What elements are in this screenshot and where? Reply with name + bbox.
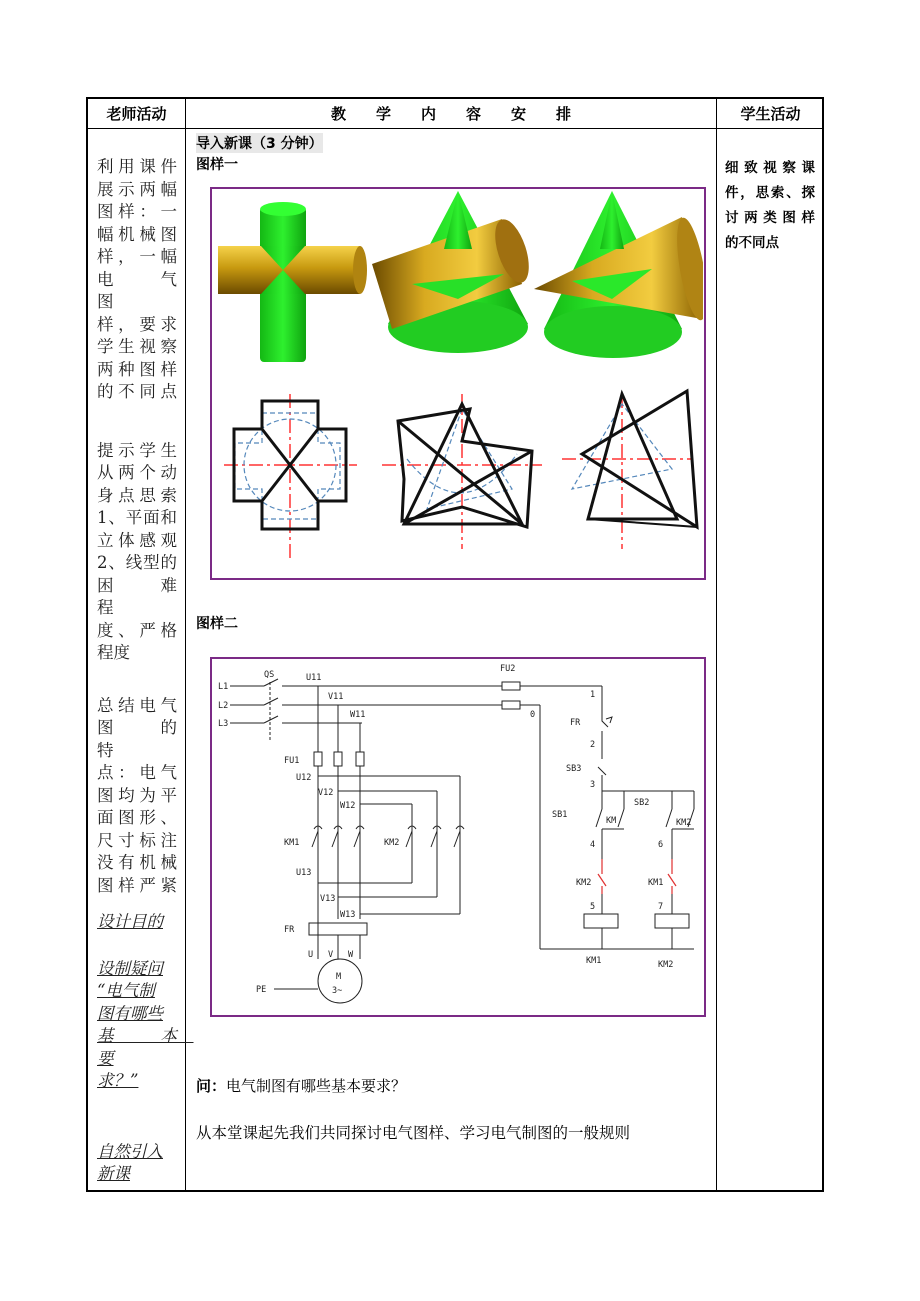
label-W11: W11	[350, 710, 366, 720]
label-node-1: 1	[590, 690, 596, 700]
figure1-title: 图样一	[196, 157, 238, 173]
header-divider	[88, 128, 822, 129]
label-V11: V11	[328, 692, 344, 702]
intro-line: 自然引入	[97, 1141, 163, 1161]
teacher-line: 面图形、	[97, 808, 177, 827]
teacher-line: 没有机械	[97, 853, 177, 872]
teacher-line: 图 的 特	[97, 718, 194, 760]
teacher-line: 程度	[97, 643, 130, 662]
closing-text: 从本堂课起先我们共同探讨电气图样、学习电气制图的一般规则	[196, 1124, 631, 1142]
teacher-line: 立体感观	[97, 530, 177, 550]
teacher-line: 尺寸标注	[97, 830, 177, 850]
cross-projection	[224, 394, 357, 559]
label-KM-contact: KM	[606, 816, 617, 826]
label-node-0: 0	[530, 710, 536, 720]
label-U: U	[308, 950, 314, 960]
label-SB2: SB2	[634, 798, 650, 808]
header-teacher: 老师活动	[106, 105, 167, 123]
main-circuit-wires	[230, 679, 694, 1003]
figure2-frame	[210, 657, 706, 1017]
label-KM2-contact: KM2	[676, 818, 692, 828]
label-KM1: KM1	[284, 838, 300, 848]
label-node-6: 6	[658, 840, 664, 850]
figure1-frame	[210, 187, 706, 580]
label-V12: V12	[318, 788, 334, 798]
label-V13: V13	[320, 894, 336, 904]
question-label: 问：	[196, 1077, 227, 1095]
label-L2: L2	[218, 701, 229, 711]
label-node-4: 4	[590, 840, 596, 850]
question-setup-line: “电气制	[97, 981, 155, 1000]
header-student: 学生活动	[740, 105, 801, 123]
teacher-line: 图样严紧	[97, 875, 177, 895]
label-interlock-KM2: KM2	[576, 878, 592, 888]
teacher-line: 提示学生	[97, 440, 177, 460]
teacher-line: 图均为平	[97, 785, 177, 805]
question-line	[196, 1075, 406, 1096]
label-FU2: FU2	[500, 664, 516, 674]
col-divider-right	[716, 99, 717, 1190]
electrical-circuit-diagram	[212, 659, 703, 1014]
teacher-activity	[97, 156, 194, 1186]
label-V: V	[328, 950, 334, 960]
teacher-line: 电 气 图	[97, 269, 194, 311]
label-U13: U13	[296, 868, 312, 878]
label-W: W	[348, 950, 354, 960]
question-setup-line: 基 本 要	[97, 1026, 194, 1068]
question-text: 电气制图有哪些基本要求？	[226, 1077, 407, 1095]
intro-line: 新课	[97, 1164, 130, 1183]
label-W12: W12	[340, 801, 356, 811]
cone-cone-projection	[562, 391, 697, 549]
student-line: 讨两类图样	[725, 210, 815, 226]
student-activity	[725, 156, 815, 256]
label-FU1: FU1	[284, 756, 300, 766]
label-L1: L1	[218, 682, 229, 692]
label-node-5: 5	[590, 902, 596, 912]
header-content: 教 学 内 容 安 排	[330, 105, 571, 123]
label-M: M	[336, 972, 342, 982]
student-line: 的不同点	[725, 235, 779, 251]
student-line: 件，思索、探	[725, 185, 815, 201]
teacher-line: 困 难 程	[97, 575, 194, 617]
label-3phase: 3~	[332, 986, 343, 996]
question-setup-line: 图有哪些	[97, 1003, 163, 1023]
label-node-7: 7	[658, 902, 664, 912]
label-QS: QS	[264, 670, 275, 680]
teacher-line: 幅机械图	[97, 224, 177, 244]
design-purpose: 设计目的	[97, 912, 163, 931]
question-setup-line: 求？”	[97, 1071, 139, 1090]
label-W13: W13	[340, 910, 356, 920]
cone-cone-3d	[534, 191, 703, 358]
cone-cylinder-projection	[382, 394, 542, 549]
teacher-line: 图样：一	[97, 202, 177, 221]
student-line: 细致视察课	[725, 160, 815, 176]
label-SB3: SB3	[566, 764, 582, 774]
teacher-line: 展示两幅	[97, 179, 177, 199]
teacher-line: 点：电气	[97, 763, 177, 782]
teacher-line: 样，一幅	[97, 247, 177, 266]
teacher-line: 利用课件	[97, 157, 177, 176]
label-U11: U11	[306, 673, 322, 683]
teacher-line: 从两个动	[97, 463, 177, 482]
teacher-line: 样，要求	[97, 314, 177, 334]
label-node-3: 3	[590, 780, 596, 790]
teacher-line: 1、平面和	[97, 508, 177, 527]
label-L3: L3	[218, 719, 229, 729]
label-PE: PE	[256, 985, 267, 995]
teacher-line: 的不同点	[97, 382, 177, 401]
label-SB1: SB1	[552, 810, 568, 820]
interlock-wires	[598, 859, 676, 894]
teacher-line: 两种图样	[97, 359, 177, 379]
label-coil-KM2: KM2	[658, 960, 674, 970]
intro-title: 导入新课（3 分钟）	[196, 133, 323, 153]
figure2-title: 图样二	[196, 616, 238, 632]
lesson-table	[86, 97, 824, 1192]
teacher-line: 2、线型的	[97, 553, 177, 572]
question-setup-line: 设制疑问	[97, 958, 163, 978]
teacher-line: 总结电气	[97, 695, 177, 715]
teacher-line: 度、严格	[97, 620, 177, 640]
cylinder-cross-3d	[218, 202, 367, 362]
teacher-line: 身点思索	[97, 485, 177, 505]
label-FR-contact: FR	[570, 718, 581, 728]
label-node-2: 2	[590, 740, 596, 750]
label-U12: U12	[296, 773, 312, 783]
label-coil-KM1: KM1	[586, 956, 602, 966]
label-FR: FR	[284, 925, 295, 935]
cone-cylinder-3d	[372, 191, 536, 353]
mechanical-drawing	[212, 189, 703, 577]
label-interlock-KM1: KM1	[648, 878, 664, 888]
label-KM2: KM2	[384, 838, 400, 848]
teacher-line: 学生视察	[97, 337, 177, 356]
